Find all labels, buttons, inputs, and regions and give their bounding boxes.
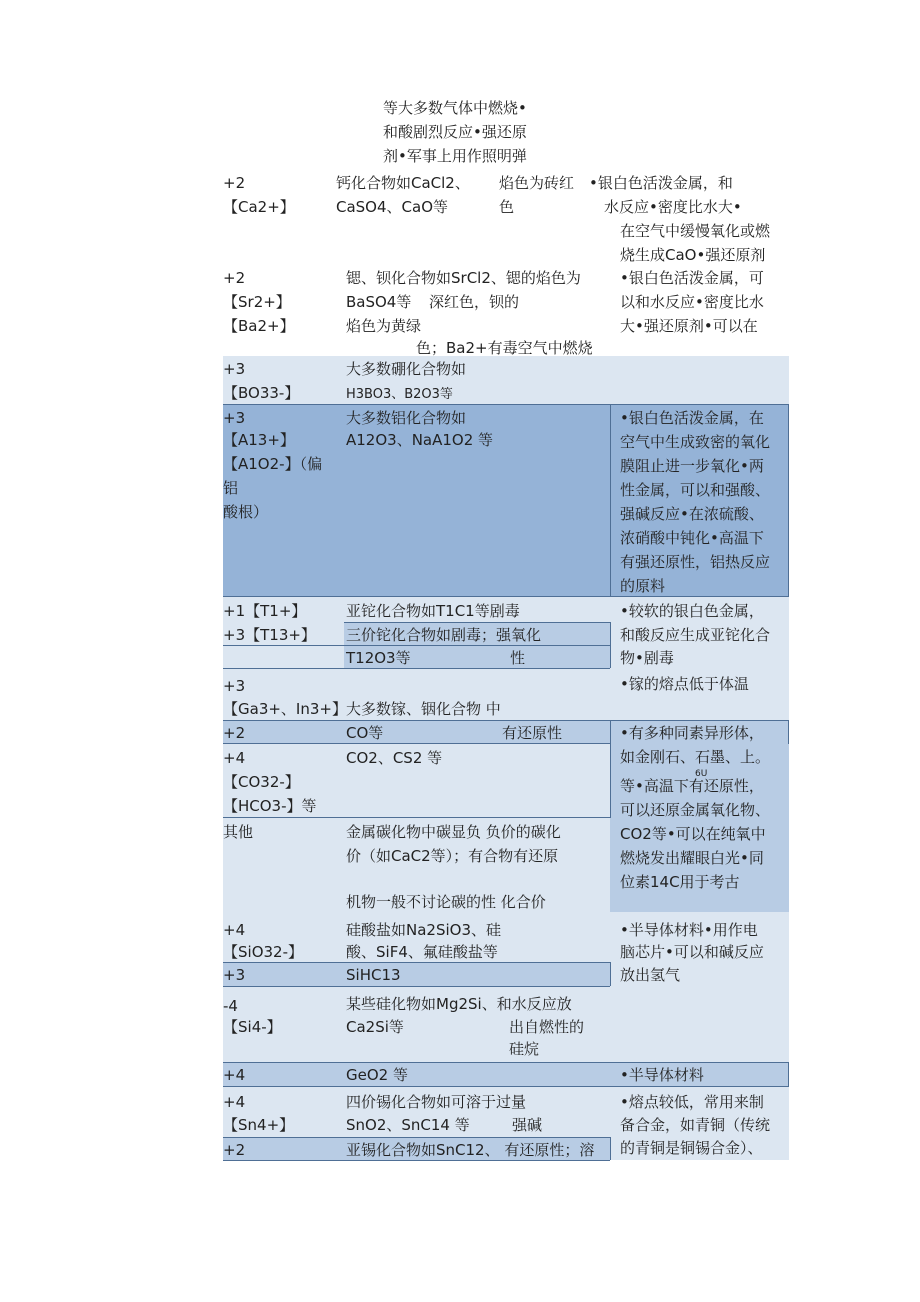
compound-text: BaSO4等 xyxy=(346,293,412,311)
property-text: 性金属，可以和强酸、 xyxy=(620,481,771,499)
property-text: 可以还原金属氧化物、 xyxy=(620,801,771,819)
compound-text: H3BO3、B2O3等 xyxy=(346,387,453,402)
ion-label: 【A1O2-】（偏 xyxy=(223,455,323,473)
row-ge-bg xyxy=(223,1062,789,1086)
property-text: 放出氢气 xyxy=(620,966,681,984)
compound-text: 有还原性 xyxy=(502,724,563,742)
row-b-bg xyxy=(223,356,789,404)
divider xyxy=(223,668,610,669)
compound-text: 硅酸盐如Na2SiO3、硅 xyxy=(346,921,501,939)
property-text: 6U xyxy=(695,769,708,779)
intro-line: 和酸剧烈反应•强还原 xyxy=(383,123,527,141)
valence: +2 xyxy=(223,269,246,287)
row-si3-bg xyxy=(223,962,610,986)
ion-label: 【Ba2+】 xyxy=(223,317,295,335)
property-text: •熔点较低，常用来制 xyxy=(620,1093,764,1111)
property-text: 烧生成CaO•强还原剂 xyxy=(620,246,766,264)
ion-label: 【Sr2+】 xyxy=(223,293,291,311)
compound-text: A12O3、NaA1O2 等 xyxy=(346,431,494,449)
property-text: 膜阻止进一步氧化•两 xyxy=(620,457,764,475)
valence: +3 xyxy=(223,409,246,427)
divider xyxy=(610,962,611,986)
compound-text: SnO2、SnC14 等 xyxy=(346,1116,470,1134)
ion-label: 【Ca2+】 xyxy=(223,198,295,216)
compound-text: CaSO4、CaO等 xyxy=(336,198,449,216)
valence: +4 xyxy=(223,1066,246,1084)
compound-text: 酸、SiF4、氟硅酸盐等 xyxy=(346,943,498,961)
property-text: 如金刚石、石墨、上。 xyxy=(620,748,771,766)
compound-text: 价（如CaC2等）；有合物有还原 xyxy=(346,847,559,865)
property-text: 有强还原性，铝热反应 xyxy=(620,553,771,571)
property-text: •半导体材料•用作电 xyxy=(620,921,758,939)
compound-text: 大多数硼化合物如 xyxy=(346,360,467,378)
compound-text: GeO2 等 xyxy=(346,1066,408,1084)
compound-text: 亚锡化合物如SnC12、 有还原性；溶 xyxy=(346,1141,595,1159)
flame-text: 色 xyxy=(499,198,515,216)
divider xyxy=(223,1062,789,1063)
compound-text: 硅烷 xyxy=(509,1040,540,1058)
valence: +2 xyxy=(223,1141,246,1159)
property-text: 位素14C用于考古 xyxy=(620,873,740,891)
property-text: 的青铜是铜锡合金）、 xyxy=(620,1139,763,1157)
valence: +1【T1+】 xyxy=(223,602,307,620)
property-text: 强碱反应•在浓硫酸、 xyxy=(620,505,764,523)
compound-text: CO等 xyxy=(346,724,384,742)
property-text: •有多种同素异形体， xyxy=(620,724,764,742)
valence: -4 xyxy=(223,997,238,1015)
property-text: 浓硝酸中钝化•高温下 xyxy=(620,529,764,547)
intro-line: 等大多数气体中燃烧• xyxy=(383,99,527,117)
valence: +4 xyxy=(223,749,246,767)
property-text: 以和水反应•密度比水 xyxy=(620,293,764,311)
property-text: 等•高温下有还原性， xyxy=(620,777,764,795)
divider xyxy=(788,404,789,596)
property-text: 的原料 xyxy=(620,577,666,595)
compound-text: 金属碳化物中碳显负 负价的碳化 xyxy=(346,823,561,841)
valence: +3 xyxy=(223,677,246,695)
ion-label: 【BO33-】 xyxy=(223,384,300,402)
valence: 其他 xyxy=(223,823,254,841)
compound-text: 亚铊化合物如T1C1等剧毒 xyxy=(346,602,520,620)
ion-label: 【Sn4+】 xyxy=(223,1116,295,1134)
compound-text: SiHC13 xyxy=(346,966,401,984)
divider xyxy=(223,404,789,405)
compound-text: 机物一般不讨论碳的性 化合价 xyxy=(346,893,546,911)
ion-label: 【CO32-】 xyxy=(223,773,300,791)
compound-text: 大多数铝化合物如 xyxy=(346,409,467,427)
valence: +2 xyxy=(223,174,246,192)
compound-text: 性 xyxy=(510,649,526,667)
ion-label: 【Ga3+、In3+】 xyxy=(223,700,347,718)
compound-text: 某些硅化物如Mg2Si、和水反应放 xyxy=(346,995,572,1013)
compound-text: 钙化合物如CaCl2、 xyxy=(336,174,470,192)
flame-text: 焰色为砖红 xyxy=(499,174,575,192)
divider xyxy=(610,720,611,818)
valence: +3【T13+】 xyxy=(223,626,316,644)
compound-text: 锶、钡化合物如SrCl2、锶的焰色为 xyxy=(346,269,581,287)
property-text: 备合金，如青铜（传统 xyxy=(620,1116,771,1134)
property-text: 水反应•密度比水大• xyxy=(604,198,742,216)
ion-label: 酸根） xyxy=(223,503,269,521)
intro-line: 剂•军事上用作照明弹 xyxy=(383,147,527,165)
ion-label: 【A13+】 xyxy=(223,431,295,449)
compound-text: 出自燃性的 xyxy=(509,1018,585,1036)
compound-text: T12O3等 xyxy=(346,649,411,667)
ion-label: 【HCO3-】等 xyxy=(223,797,317,815)
divider xyxy=(788,720,789,744)
compound-text: CO2、CS2 等 xyxy=(346,749,443,767)
property-text: •半导体材料 xyxy=(620,1066,704,1084)
compound-text: 焰色为黄绿 xyxy=(346,317,422,335)
valence: +4 xyxy=(223,921,246,939)
compound-text: 强碱 xyxy=(512,1116,543,1134)
divider xyxy=(610,404,611,596)
compound-text: Ca2Si等 xyxy=(346,1018,404,1036)
property-text: •银白色活泼金属，在 xyxy=(620,409,764,427)
divider xyxy=(788,1062,789,1086)
property-text: •较软的银白色金属， xyxy=(620,602,764,620)
property-text: •银白色活泼金属，可 xyxy=(620,269,764,287)
ion-label: 【SiO32-】 xyxy=(223,943,303,961)
divider xyxy=(610,1137,611,1160)
ion-label: 【Si4-】 xyxy=(223,1018,282,1036)
compound-text: 深红色，钡的 xyxy=(429,293,520,311)
property-text: •银白色活泼金属，和 xyxy=(589,174,733,192)
ion-label: 铝 xyxy=(223,479,239,497)
compound-text: 大多数镓、铟化合物 中 xyxy=(346,700,501,718)
property-text: 物•剧毒 xyxy=(620,649,674,667)
property-text: 在空气中缓慢氧化或燃 xyxy=(620,222,771,240)
divider xyxy=(610,622,611,668)
property-text: 大•强还原剂•可以在 xyxy=(620,317,758,335)
divider xyxy=(223,596,789,597)
compound-text: 三价铊化合物如剧毒；强氧化 xyxy=(346,626,542,644)
divider xyxy=(223,986,610,987)
property-text: 和酸反应生成亚铊化合 xyxy=(620,626,771,644)
compound-text: 色；Ba2+有毒空气中燃烧 xyxy=(416,339,593,357)
valence: +3 xyxy=(223,966,246,984)
divider xyxy=(223,1086,789,1087)
valence: +3 xyxy=(223,360,246,378)
property-text: •镓的熔点低于体温 xyxy=(620,675,749,693)
valence: +2 xyxy=(223,724,246,742)
property-text: 脑芯片•可以和碱反应 xyxy=(620,943,764,961)
property-text: CO2等•可以在纯氧中 xyxy=(620,825,766,843)
valence: +4 xyxy=(223,1093,246,1111)
property-text: 空气中生成致密的氧化 xyxy=(620,433,771,451)
compound-text: 四价锡化合物如可溶于过量 xyxy=(346,1093,527,1111)
property-text: 燃烧发出耀眼白光•同 xyxy=(620,849,764,867)
